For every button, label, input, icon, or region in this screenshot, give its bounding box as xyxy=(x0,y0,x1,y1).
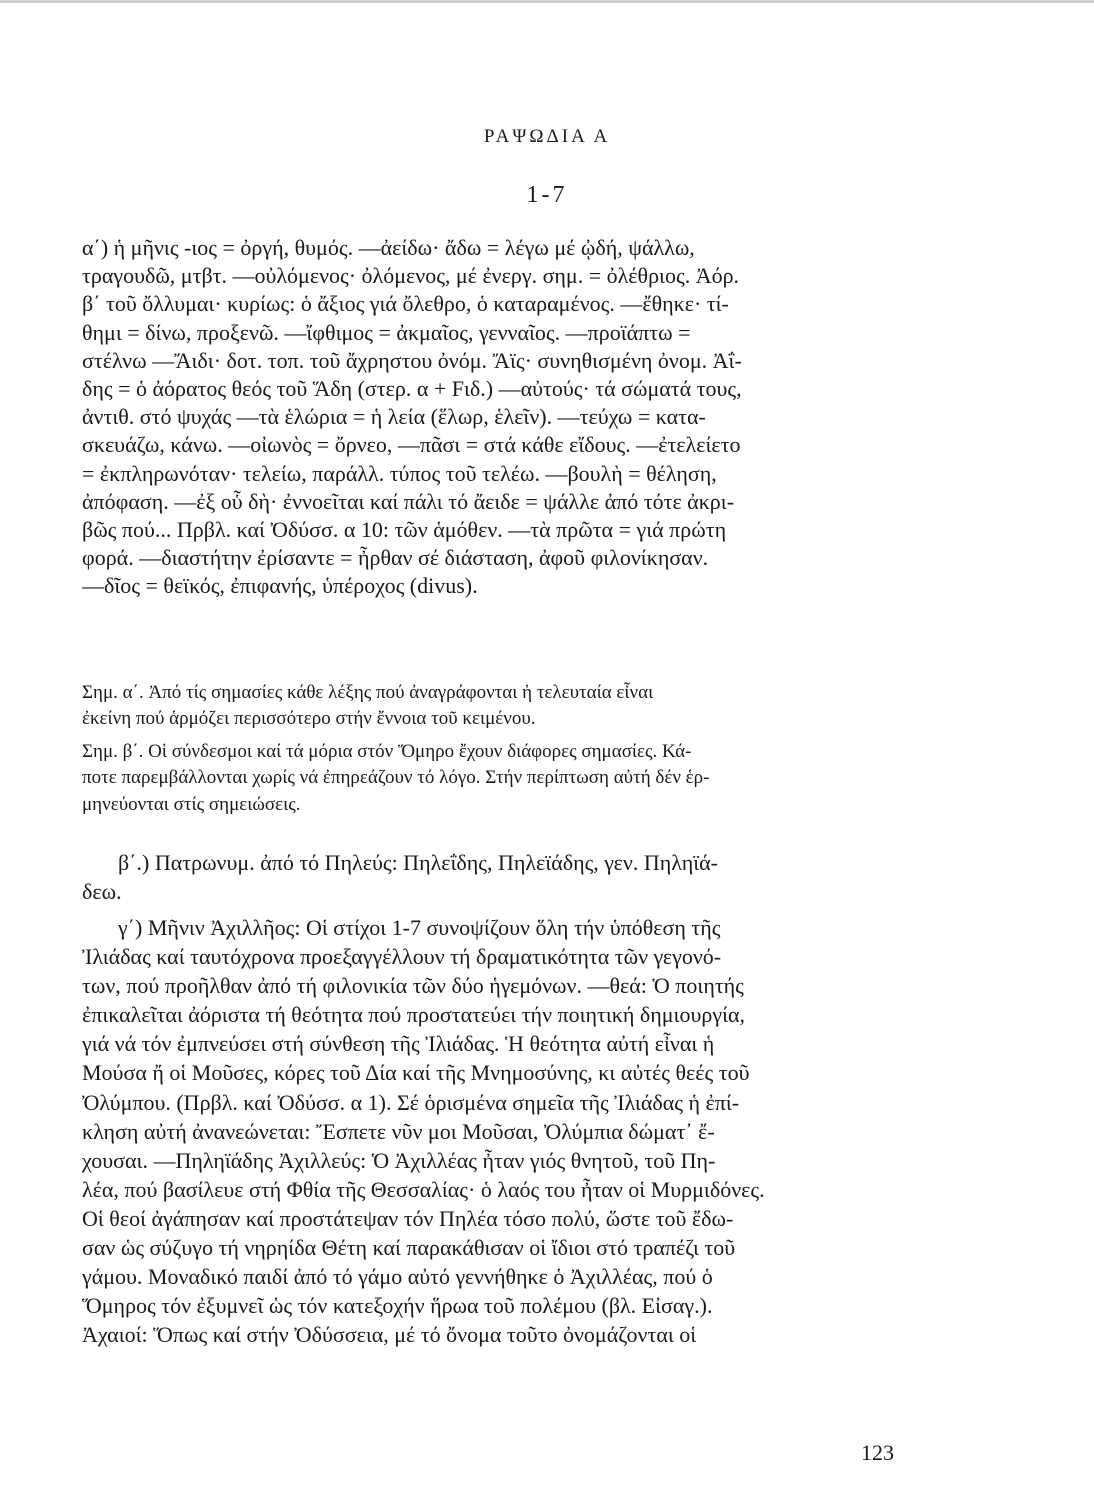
text-line: α΄) ἡ μῆνις -ιος = ὀργή, θυμός. —ἀείδω· ἄδω = λέγω μέ ᾠδή, ψάλλω, xyxy=(82,235,695,260)
text-line: ἀντιθ. στό ψυχάς —τὰ ἑλώρια = ἡ λεία (ἕλωρ, ἑλεῖν). —τεύχω = κατα- xyxy=(82,404,706,430)
text-line: δεω. xyxy=(82,879,122,904)
text-line: Οἱ θεοί ἀγάπησαν καί προστάτεψαν τόν Πηλέα τόσο πολύ, ὥστε τοῦ ἔδω- xyxy=(82,1205,734,1231)
glossary-paragraph-a xyxy=(82,234,898,601)
glossary-paragraph-b xyxy=(82,848,898,906)
text-line: = ἐκπληρωνόταν· τελείω, παράλλ. τύπος τοῦ τελέω. —βουλὴ = θέληση, xyxy=(82,460,717,486)
note-line: Σημ. β΄. Οἱ σύνδεσμοι καί τά μόρια στόν Ὅμηρο ἔχουν διάφορες σημασίες. Κά- xyxy=(82,740,692,762)
note-line: ἐκείνη πού ἁρμόζει περισσότερο στήν ἔννοια τοῦ κειμένου. xyxy=(82,708,536,730)
text-line: γάμου. Μοναδικό παιδί ἀπό τό γάμο αὐτό γεννήθηκε ὁ Ἀχιλλέας, πού ὁ xyxy=(82,1264,713,1290)
text-line: σαν ὡς σύζυγο τή νηρηίδα Θέτη καί παρακάθισαν οἱ ἴδιοι στό τραπέζι τοῦ xyxy=(82,1235,736,1261)
text-line: λέα, πού βασίλευε στή Φθία τῆς Θεσσαλίας· ὁ λαός του ἦταν οἱ Μυρμιδόνες. xyxy=(82,1176,765,1202)
notes-block xyxy=(82,680,898,824)
text-line: κληση αὐτή ἀνανεώνεται: Ἔσπετε νῦν μοι Μοῦσαι, Ὀλύμπια δώματ᾽ ἔ- xyxy=(82,1118,715,1144)
text-line: —δῖος = θεϊκός, ἐπιφανής, ὑπέροχος (divus). xyxy=(82,573,478,599)
text-line: Ὀλύμπου. (Πρβλ. καί Ὀδύσσ. α 1). Σέ ὁρισμένα σημεῖα τῆς Ἰλιάδας ἡ ἐπί- xyxy=(82,1089,740,1115)
scan-edge-rule xyxy=(0,0,1094,3)
text-line: φορά. —διαστήτην ἐρίσαντε = ἦρθαν σέ διάσταση, ἀφοῦ φιλονίκησαν. xyxy=(82,545,709,571)
text-line: ἀπόφαση. —ἐξ οὗ δὴ· ἐννοεῖται καί πάλι τό ἄειδε = ψάλλε ἀπό τότε ἀκρι- xyxy=(82,488,735,514)
text-line: τραγουδῶ, μτβτ. —οὐλόμενος· ὀλόμενος, μέ ἐνεργ. σημ. = ὀλέθριος. Ἀόρ. xyxy=(82,263,740,289)
text-line: β΄ τοῦ ὄλλυμαι· κυρίως: ὁ ἄξιος γιά ὄλεθρο, ὁ καταραμένος. —ἔθηκε· τί- xyxy=(82,291,729,317)
text-line: Ἰλιάδας καί ταυτόχρονα προεξαγγέλλουν τή δραματικότητα τῶν γεγονό- xyxy=(82,944,722,970)
text-line: χουσαι. —Πηληϊάδης Ἀχιλλεύς: Ὁ Ἀχιλλέας ἦταν γιός θνητοῦ, τοῦ Πη- xyxy=(82,1147,716,1173)
note-a xyxy=(82,680,898,733)
note-line: μηνεύονται στίς σημειώσεις. xyxy=(82,793,301,815)
text-line: σκευάζω, κάνω. —οἰωνὸς = ὄρνεο, —πᾶσι = στά κάθε εἴδους. —ἐτελείετο xyxy=(82,432,741,458)
text-line: ἐπικαλεῖται ἀόριστα τή θεότητα πού προστατεύει τήν ποιητική δημιουργία, xyxy=(82,1002,746,1028)
page-number: 123 xyxy=(861,1440,894,1465)
verse-range-heading: 1-7 xyxy=(526,182,568,208)
text-line: των, πού προῆλθαν ἀπό τή φιλονικία τῶν δύο ἡγεμόνων. —θεά: Ὁ ποιητής xyxy=(82,973,744,999)
note-b xyxy=(82,739,898,818)
text-line: Μούσα ἤ οἱ Μοῦσες, κόρες τοῦ Δία καί τῆς Μνημοσύνης, κι αὐτές θεές τοῦ xyxy=(82,1060,750,1086)
text-line: δης = ὁ ἀόρατος θεός τοῦ Ἅδη (στερ. α + Fιδ.) —αὐτούς· τά σώματά τους, xyxy=(82,376,742,402)
text-line: βῶς πού... Πρβλ. καί Ὀδύσσ. α 10: τῶν ἁμόθεν. —τὰ πρῶτα = γιά πρώτη xyxy=(82,517,727,543)
text-line: θημι = δίνω, προξενῶ. —ἴφθιμος = ἀκμαῖος, γενναῖος. —προϊάπτω = xyxy=(82,319,691,345)
note-line: Σημ. α΄. Ἀπό τίς σημασίες κάθε λέξης πού ἀναγράφονται ἡ τελευταία εἶναι xyxy=(82,682,654,703)
note-line: ποτε παρεμβάλλονται χωρίς νά ἐπηρεάζουν τό λόγο. Στήν περίπτωση αὐτή δέν ἑρ- xyxy=(82,767,710,789)
text-line: Ἀχαιοί: Ὅπως καί στήν Ὀδύσσεια, μέ τό ὄνομα τοῦτο ὀνομάζονται οἱ xyxy=(82,1322,697,1348)
text-line: γ΄) Μῆνιν Ἀχιλλῆος: Οἱ στίχοι 1-7 συνοψίζουν ὅλη τήν ὑπόθεση τῆς xyxy=(118,915,721,940)
running-head: ΡΑΨΩΔΙΑ Α xyxy=(483,126,611,147)
text-line: β΄.) Πατρωνυμ. ἀπό τό Πηλεύς: Πηλεΐδης, Πηλεϊάδης, γεν. Πηληϊά- xyxy=(118,850,718,875)
text-line: γιά νά τόν ἐμπνεύσει στή σύνθεση τῆς Ἰλιάδας. Ἡ θεότητα αὐτή εἶναι ἡ xyxy=(82,1031,715,1057)
glossary-paragraph-c xyxy=(82,913,898,1349)
text-line: Ὅμηρος τόν ἐξυμνεῖ ὡς τόν κατεξοχήν ἥρωα τοῦ πολέμου (βλ. Εἰσαγ.). xyxy=(82,1293,713,1319)
text-line: στέλνω —Ἄιδι· δοτ. τοπ. τοῦ ἄχρηστου ὀνόμ. Ἄϊς· συνηθισμένη ὀνομ. Ἀΐ- xyxy=(82,347,742,373)
